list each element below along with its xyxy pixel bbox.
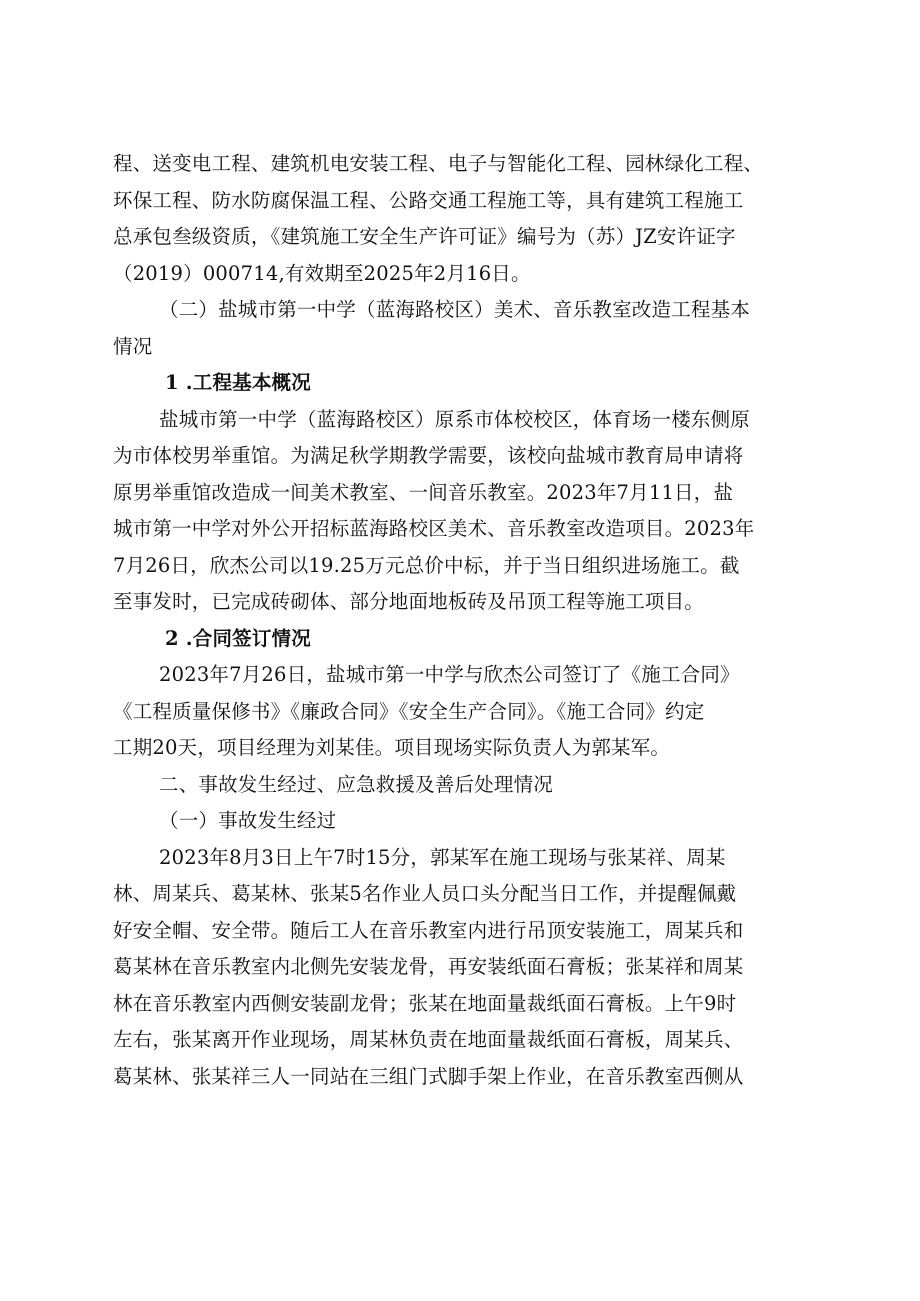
section-heading-project-situation [113, 292, 813, 365]
text-line: 2023年7月26日，盐城市第一中学与欣杰公司签订了《施工合同》 [159, 663, 740, 686]
heading-project-overview [113, 365, 813, 402]
text-line: 7月26日，欣杰公司以19.25万元总价中标，并于当日组织进场施工。截 [113, 553, 740, 577]
paragraph-project-overview [113, 402, 813, 621]
heading-text: 二、事故发生经过、应急救援及善后处理情况 [159, 772, 554, 796]
text-line: 程、送变电工程、建筑机电安装工程、电子与智能化工程、园林绿化工程、 [113, 152, 764, 175]
text-line: 葛某林在音乐教室内北侧先安装龙骨，再安装纸面石膏板；张某祥和周某 [113, 955, 744, 978]
text-line: 情况 [113, 334, 153, 358]
heading-text: 2 .合同签订情况 [165, 626, 311, 650]
text-line: 葛某林、张某祥三人一同站在三组门式脚手架上作业，在音乐教室西侧从 [113, 1064, 744, 1088]
paragraph-qualifications [113, 146, 813, 292]
text-line: 原男举重馆改造成一间美术教室、一间音乐教室。2023年7月11日，盐 [113, 480, 734, 504]
heading-text: （一）事故发生经过 [159, 809, 337, 832]
text-line: 2023年8月3日上午7时15分，郭某军在施工现场与张某祥、周某 [159, 845, 726, 869]
text-line: 林、周某兵、葛某林、张某5名作业人员口头分配当日工作，并提醒佩戴 [113, 882, 737, 905]
text-line: 环保工程、防水防腐保温工程、公路交通工程施工等，具有建筑工程施工 [113, 188, 744, 212]
text-line: 城市第一中学对外公开招标蓝海路校区美术、音乐教室改造项目。2023年 [113, 517, 755, 540]
text-line: 林在音乐教室内西侧安装副龙骨；张某在地面量裁纸面石膏板。上午9时 [113, 991, 737, 1015]
text-line: 《工程质量保修书》《廉政合同》《安全生产合同》。《施工合同》约定 [113, 699, 705, 723]
text-line: 好安全帽、安全带。随后工人在音乐教室内进行吊顶安装施工，周某兵和 [113, 918, 744, 942]
document-body [113, 146, 813, 1095]
heading-contract-signing [113, 621, 813, 658]
text-line: 总承包叁级资质，《建筑施工安全生产许可证》编号为（苏）JZ安许证字 [113, 225, 736, 248]
text-line: （2019）000714,有效期至2025年2月16日。 [113, 261, 531, 285]
text-line: 左右，张某离开作业现场，周某林负责在地面量裁纸面石膏板，周某兵、 [113, 1028, 744, 1051]
text-line: 盐城市第一中学（蓝海路校区）原系市体校校区，体育场一楼东侧原 [159, 407, 751, 431]
text-line: 为市体校男举重馆。为满足秋学期教学需要，该校向盐城市教育局申请将 [113, 444, 744, 467]
text-line: （二）盐城市第一中学（蓝海路校区）美术、音乐教室改造工程基本 [159, 298, 751, 321]
text-line: 至事发时，已完成砖砌体、部分地面地板砖及吊顶工程等施工项目。 [113, 590, 705, 613]
text-line: 工期20天，项目经理为刘某佳。项目现场实际负责人为郭某军。 [113, 736, 671, 759]
paragraph-contract-signing [113, 657, 813, 767]
sub-section-heading-incident [113, 803, 813, 840]
section-heading-accident [113, 767, 813, 804]
heading-text: 1 .工程基本概况 [165, 371, 311, 394]
paragraph-incident [113, 840, 813, 1096]
